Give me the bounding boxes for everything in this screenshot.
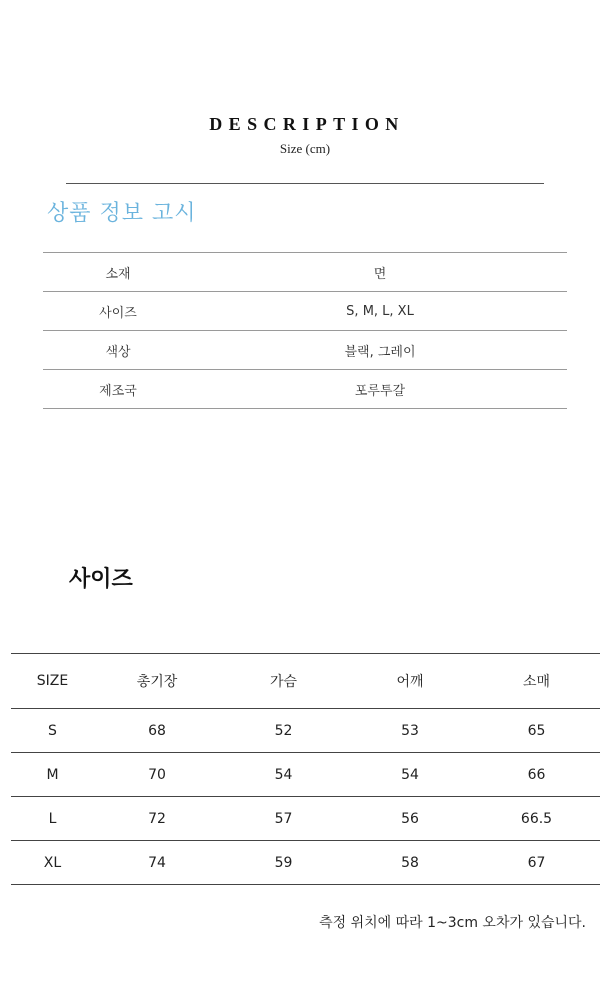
column-header-sleeve: 소매	[473, 654, 600, 709]
table-cell: 52	[220, 709, 347, 753]
column-header-length: 총기장	[94, 654, 220, 709]
table-row	[43, 253, 567, 292]
product-info-heading: 상품 정보 고시	[47, 201, 197, 226]
info-label: 소재	[43, 253, 193, 292]
column-header-size: SIZE	[11, 654, 94, 709]
table-cell: 68	[94, 709, 220, 753]
table-row	[11, 753, 600, 797]
table-cell: 59	[220, 841, 347, 885]
table-cell: 65	[473, 709, 600, 753]
table-cell: 66.5	[473, 797, 600, 841]
info-label: 색상	[43, 331, 193, 370]
size-chart-table	[11, 653, 600, 885]
column-header-shoulder: 어깨	[347, 654, 473, 709]
table-cell: 72	[94, 797, 220, 841]
table-cell: 54	[220, 753, 347, 797]
table-row	[43, 370, 567, 409]
table-row	[43, 292, 567, 331]
table-cell: XL	[11, 841, 94, 885]
table-cell: 74	[94, 841, 220, 885]
table-row	[11, 797, 600, 841]
table-row	[43, 331, 567, 370]
table-header-row	[11, 654, 600, 709]
table-cell: L	[11, 797, 94, 841]
column-header-chest: 가슴	[220, 654, 347, 709]
table-cell: 66	[473, 753, 600, 797]
info-label: 사이즈	[43, 292, 193, 331]
page-subtitle: Size (cm)	[279, 141, 331, 156]
table-cell: 53	[347, 709, 473, 753]
info-value: 면	[193, 253, 567, 292]
table-cell: 56	[347, 797, 473, 841]
title-divider	[66, 183, 544, 184]
info-value: 포루투갈	[193, 370, 567, 409]
size-chart-heading: 사이즈	[69, 567, 133, 592]
page-title: DESCRIPTION	[209, 114, 405, 134]
table-cell: 54	[347, 753, 473, 797]
measurement-note: 측정 위치에 따라 1~3cm 오차가 있습니다.	[319, 915, 586, 931]
info-value: S, M, L, XL	[193, 292, 567, 331]
table-cell: 67	[473, 841, 600, 885]
table-row	[11, 841, 600, 885]
table-cell: S	[11, 709, 94, 753]
table-cell: 70	[94, 753, 220, 797]
table-cell: 57	[220, 797, 347, 841]
info-label: 제조국	[43, 370, 193, 409]
product-info-table	[43, 252, 567, 409]
table-row	[11, 709, 600, 753]
info-value: 블랙, 그레이	[193, 331, 567, 370]
table-cell: 58	[347, 841, 473, 885]
table-cell: M	[11, 753, 94, 797]
